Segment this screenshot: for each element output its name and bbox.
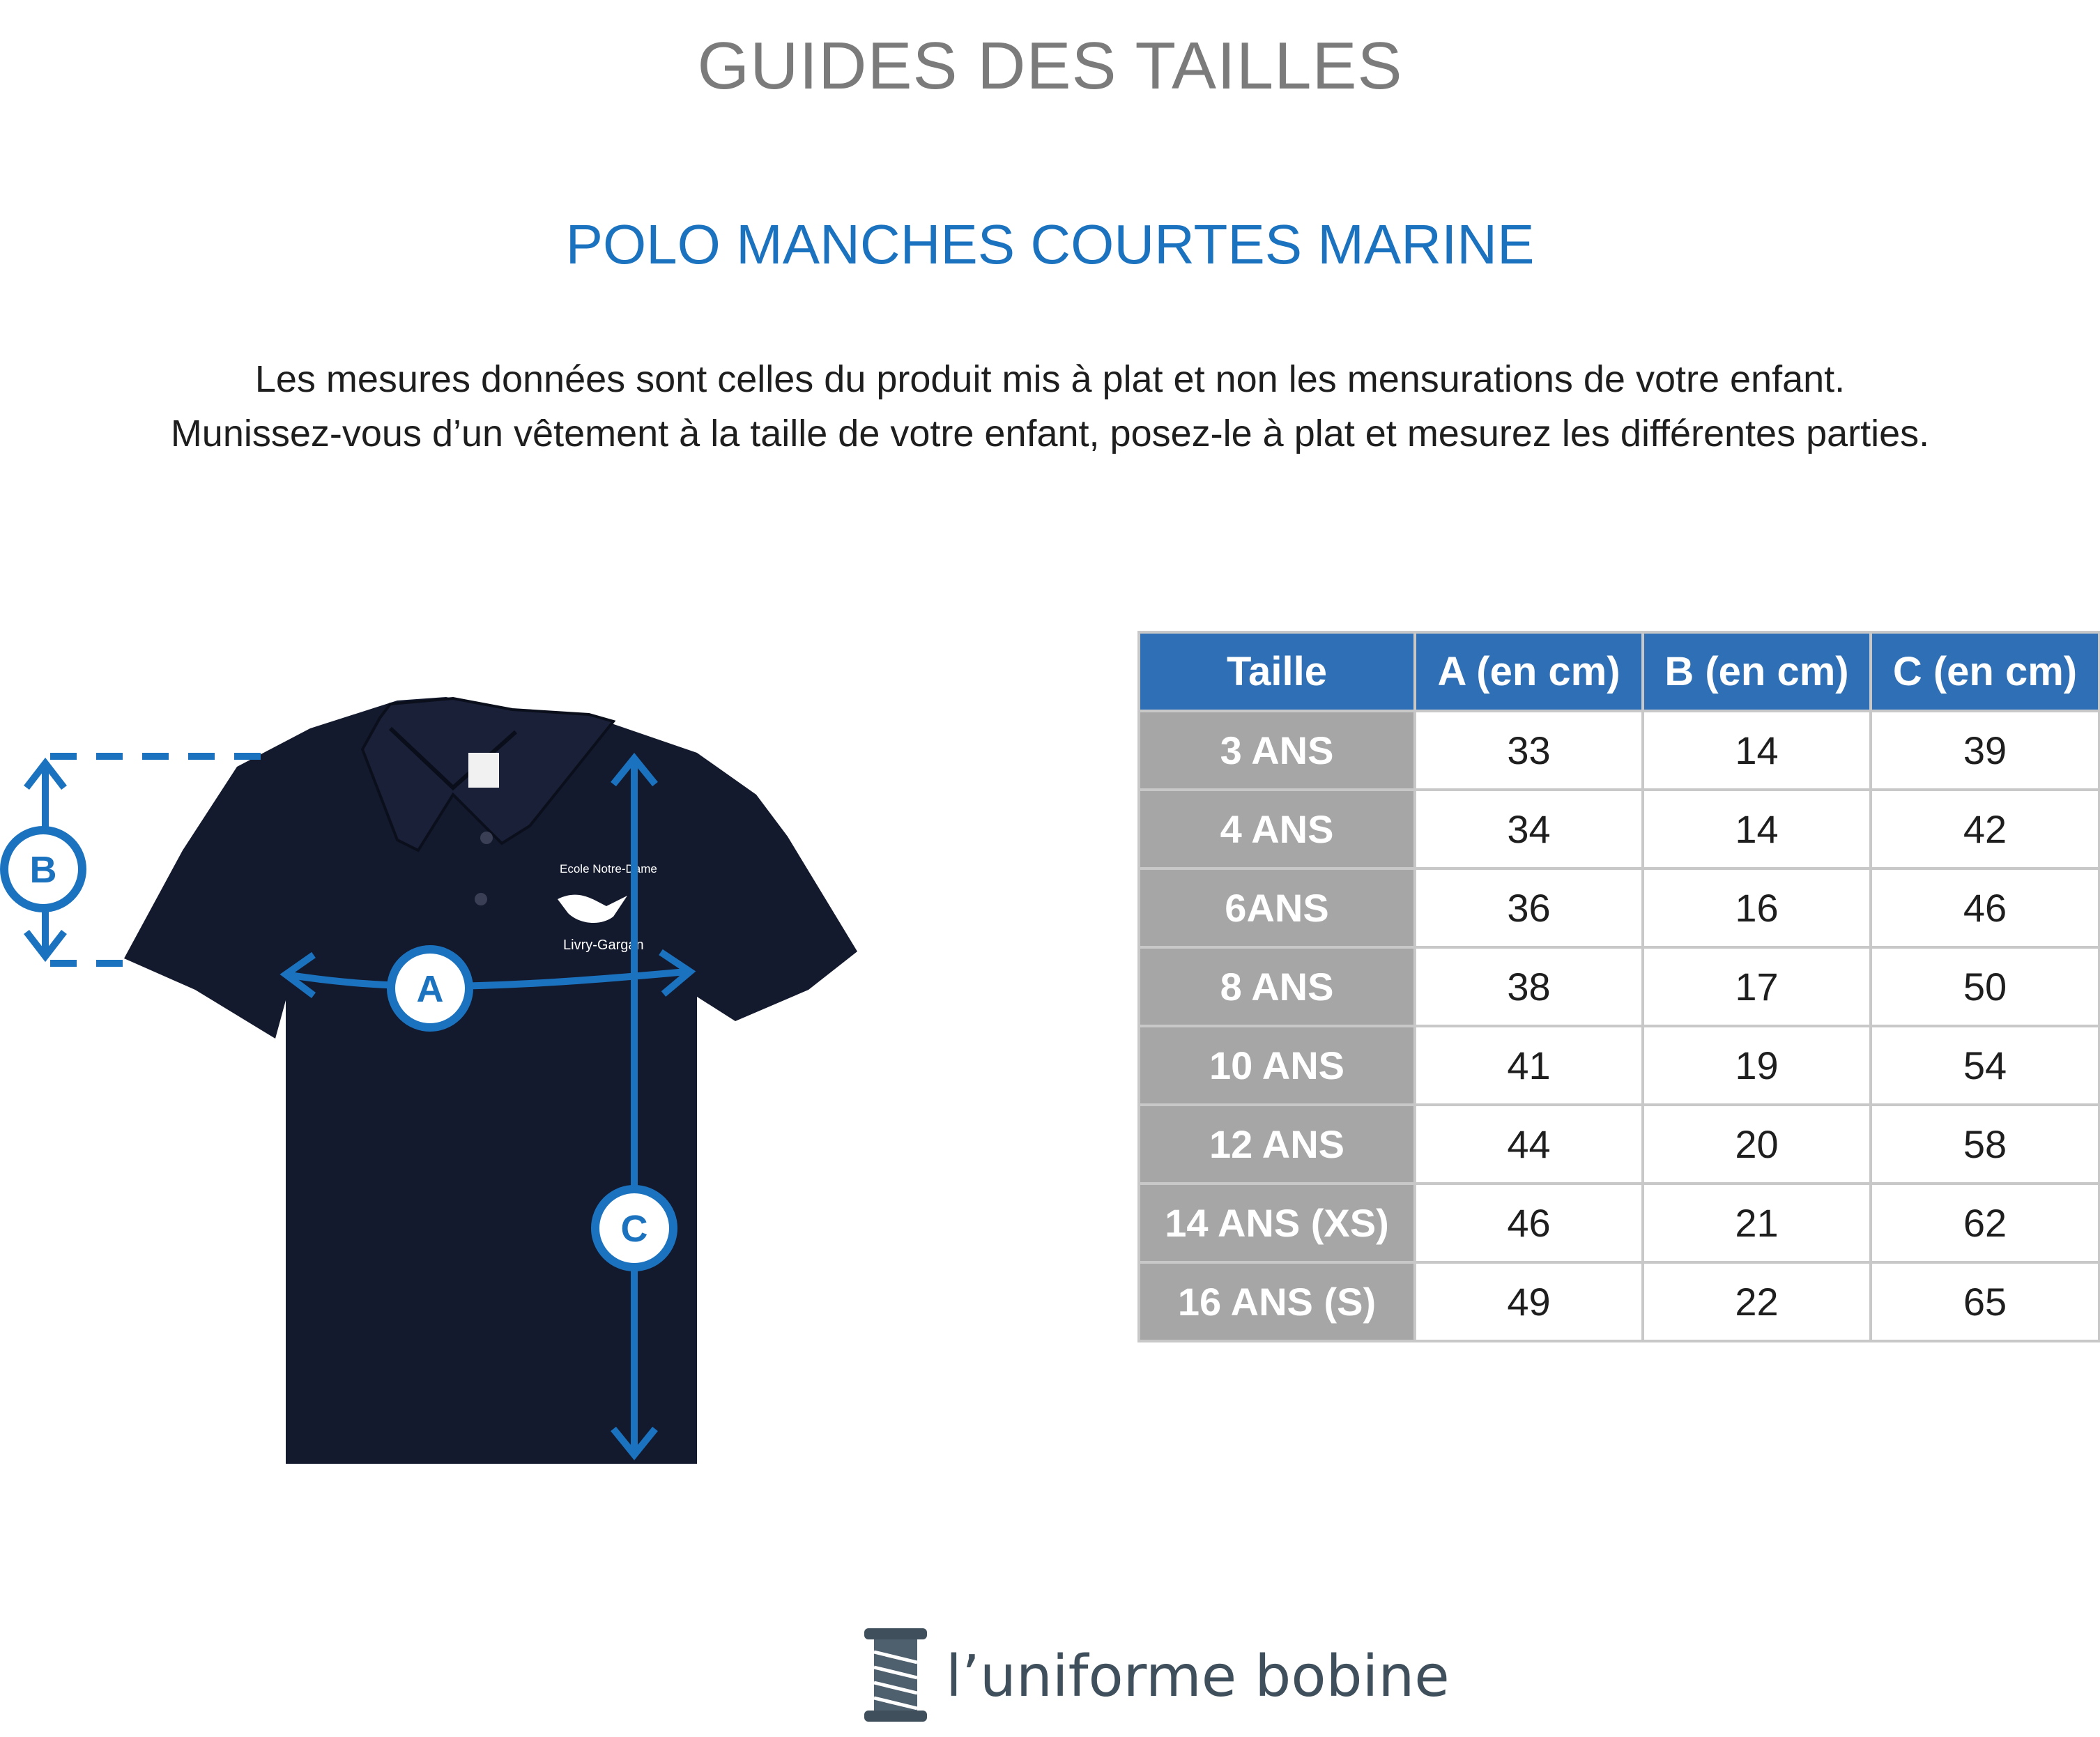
size-cell: 14 ANS (XS) (1139, 1184, 1415, 1262)
b-cell: 19 (1643, 1026, 1871, 1105)
size-table (1137, 631, 2100, 1342)
size-cell: 16 ANS (S) (1139, 1262, 1415, 1341)
c-cell: 62 (1871, 1184, 2099, 1262)
intro-line-1: Les mesures données sont celles du produit mis à plat et non les mensurations de votre enfant. (254, 358, 1846, 400)
b-cell: 20 (1643, 1105, 1871, 1184)
brand-logo (859, 1624, 1450, 1729)
header-b: B (en cm) (1643, 632, 1871, 711)
c-cell: 42 (1871, 790, 2099, 868)
measurement-diagram (0, 690, 878, 1478)
c-cell: 58 (1871, 1105, 2099, 1184)
a-marker-label: A (416, 968, 444, 1010)
b-cell: 17 (1643, 947, 1871, 1026)
table-row (1139, 1105, 2099, 1184)
b-cell: 16 (1643, 868, 1871, 947)
button-1 (480, 832, 493, 844)
size-cell: 10 ANS (1139, 1026, 1415, 1105)
c-cell: 65 (1871, 1262, 2099, 1341)
a-cell: 36 (1415, 868, 1643, 947)
table-row (1139, 1026, 2099, 1105)
size-cell: 3 ANS (1139, 711, 1415, 790)
size-cell: 8 ANS (1139, 947, 1415, 1026)
embroidery-text-bottom: Livry-Gargan (563, 938, 644, 953)
button-2 (475, 893, 487, 905)
header-a: A (en cm) (1415, 632, 1643, 711)
a-cell: 34 (1415, 790, 1643, 868)
a-cell: 49 (1415, 1262, 1643, 1341)
a-cell: 46 (1415, 1184, 1643, 1262)
neck-label (468, 753, 499, 788)
header-size: Taille (1139, 632, 1415, 711)
b-cell: 14 (1643, 711, 1871, 790)
size-cell: 4 ANS (1139, 790, 1415, 868)
table-row (1139, 1184, 2099, 1262)
intro-text (0, 352, 2100, 461)
b-cell: 22 (1643, 1262, 1871, 1341)
table-row (1139, 868, 2099, 947)
a-cell: 44 (1415, 1105, 1643, 1184)
table-row (1139, 711, 2099, 790)
product-title: POLO MANCHES COURTES MARINE (565, 213, 1535, 275)
page-title: GUIDES DES TAILLES (697, 29, 1403, 103)
b-cell: 14 (1643, 790, 1871, 868)
b-cell: 21 (1643, 1184, 1871, 1262)
c-cell: 46 (1871, 868, 2099, 947)
c-cell: 50 (1871, 947, 2099, 1026)
embroidery-text-top: Ecole Notre-Dame (560, 862, 657, 875)
intro-line-2: Munissez-vous d’un vêtement à la taille de votre enfant, posez-le à plat et mesurez les différentes parties. (170, 413, 1930, 454)
c-marker-label: C (620, 1208, 648, 1250)
table-row (1139, 947, 2099, 1026)
table-row (1139, 1262, 2099, 1341)
a-cell: 33 (1415, 711, 1643, 790)
size-cell: 6ANS (1139, 868, 1415, 947)
c-cell: 39 (1871, 711, 2099, 790)
header-c: C (en cm) (1871, 632, 2099, 711)
c-cell: 54 (1871, 1026, 2099, 1105)
b-marker-label: B (29, 849, 57, 891)
table-row (1139, 790, 2099, 868)
spool-icon (859, 1624, 935, 1725)
table-header-row (1139, 632, 2099, 711)
polo-shirt-illustration (0, 690, 878, 1478)
a-cell: 41 (1415, 1026, 1643, 1105)
a-cell: 38 (1415, 947, 1643, 1026)
brand-name: l’uniforme bobine (946, 1644, 1450, 1710)
size-cell: 12 ANS (1139, 1105, 1415, 1184)
